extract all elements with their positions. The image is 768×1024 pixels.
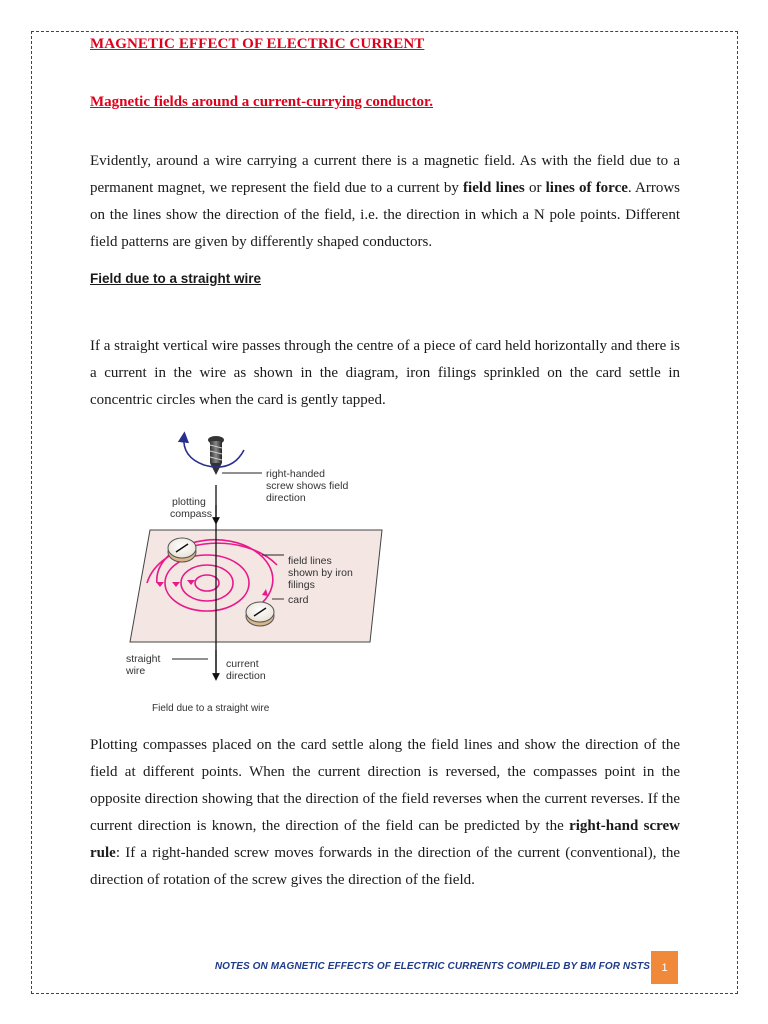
svg-text:straight: straight (126, 653, 161, 665)
straight-wire-figure (112, 425, 412, 725)
svg-text:direction: direction (266, 492, 306, 504)
svg-text:current: current (226, 658, 259, 670)
svg-text:screw shows field: screw shows field (266, 480, 349, 492)
section-heading-straight-wire: Field due to a straight wire (90, 271, 262, 286)
compass-icon-lower (246, 602, 274, 626)
page-number: 1 (651, 951, 678, 984)
straight-wire-paragraph: If a straight vertical wire passes through the centre of a piece of card held horizontally and there is a current in the wire as shown in the diagram, iron filings sprinkled on the card settle in concentric circles when the card is gently tapped. (90, 338, 680, 408)
compass-paragraph: Plotting compasses placed on the card settle along the field lines and show the direction of the field at different points. When the current direction is reversed, the compasses point in the opposite direction showing that the direction of the field reverses when the current reverses. If the current direction is known, the direction of the field can be predicted by the right-hand screw rule: If a right-handed screw moves forwards in the direction of the current (conventional), the direction of rotation of the screw gives the direction of the field. (90, 737, 681, 888)
screw-icon (208, 436, 224, 475)
svg-text:direction: direction (226, 670, 266, 682)
footer-text: NOTES ON MAGNETIC EFFECTS OF ELECTRIC CURRENTS COMPILED BY BM FOR NSTS (214, 961, 650, 972)
svg-text:wire: wire (126, 665, 146, 677)
term-lines-of-force: lines of force (545, 180, 628, 196)
svg-text:plotting: plotting (172, 496, 206, 508)
field-diagram (112, 425, 412, 725)
term-field-lines: field lines (463, 180, 525, 196)
page-title: MAGNETIC EFFECT OF ELECTRIC CURRENT (90, 36, 425, 52)
svg-text:filings: filings (288, 579, 315, 591)
svg-text:compass: compass (170, 508, 213, 520)
svg-text:shown by iron: shown by iron (288, 567, 353, 579)
term-right-hand-screw-rule: right-hand screw rule (90, 818, 681, 861)
intro-paragraph: Evidently, around a wire carrying a current there is a magnetic field. As with the field due to a permanent magnet, we represent the field due to a current by field lines or lines of force. Arrows on the lines show the direction of the field, i.e. the direction in which a N pole points. Different field patterns are given by differently shaped conductors. (90, 153, 680, 250)
section-subtitle: Magnetic fields around a current-currying conductor. (90, 94, 434, 110)
svg-text:card: card (288, 594, 309, 606)
svg-text:Field due to a straight wire: Field due to a straight wire (152, 703, 270, 714)
svg-text:field lines: field lines (288, 555, 332, 567)
svg-text:right-handed: right-handed (266, 468, 325, 480)
compass-icon-upper (168, 538, 196, 562)
